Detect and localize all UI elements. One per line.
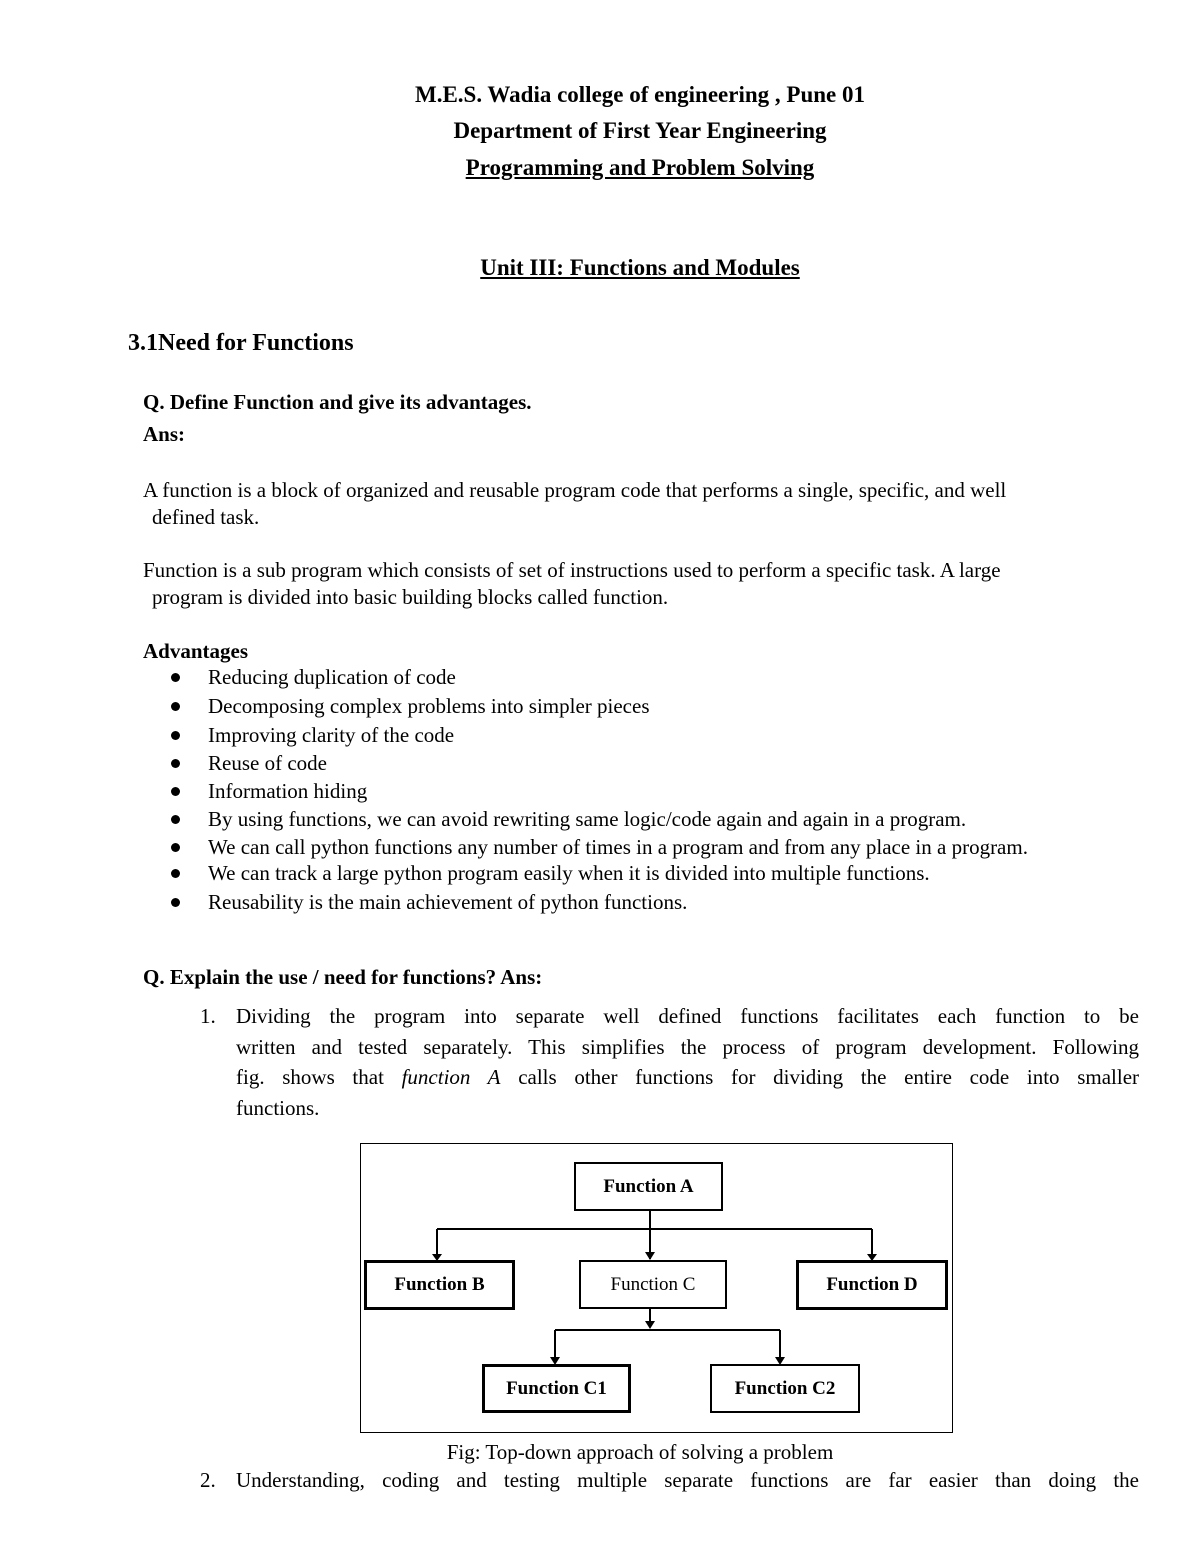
node-function-c: Function C [579, 1260, 727, 1309]
node-function-a: Function A [574, 1162, 723, 1211]
unit-title: Unit III: Functions and Modules [480, 255, 800, 280]
node-function-d: Function D [796, 1260, 948, 1310]
question-1: Q. Define Function and give its advantages. [143, 390, 532, 414]
answer-label: Ans: [143, 422, 186, 446]
list-item: Reuse of code [208, 751, 327, 775]
item-1-line-3-start: fig. shows that [236, 1065, 384, 1089]
list-item: By using functions, we can avoid rewriting same logic/code again and again in a program. [208, 807, 967, 831]
list-item: We can call python functions any number of times in a program and from any place in a program. [208, 835, 1028, 859]
list-item: Reusability is the main achievement of python functions. [208, 890, 688, 914]
description-line-1: Function is a sub program which consists of set of instructions used to perform a specific task. A large [143, 558, 1001, 582]
item-2-number: 2. [200, 1468, 216, 1492]
department-name: Department of First Year Engineering [453, 118, 827, 143]
list-item: Information hiding [208, 779, 368, 803]
definition-line-2: defined task. [152, 505, 260, 529]
question-2: Q. Explain the use / need for functions? Ans: [143, 965, 543, 989]
item-1-line-1: Dividing the program into separate well defined functions facilitates each function to be [236, 1004, 1139, 1028]
list-item: Decomposing complex problems into simpler pieces [208, 694, 650, 718]
item-1-line-4: functions. [236, 1096, 320, 1120]
node-function-c1: Function C1 [482, 1364, 631, 1413]
list-item: We can track a large python program easily when it is divided into multiple functions. [208, 861, 930, 885]
advantages-heading: Advantages [143, 639, 249, 663]
definition-line-1: A function is a block of organized and reusable program code that performs a single, specific, and well [143, 478, 1007, 502]
description-line-2: program is divided into basic building blocks called function. [152, 585, 669, 609]
node-function-b: Function B [364, 1260, 515, 1310]
section-heading: 3.1Need for Functions [128, 330, 354, 356]
college-name: M.E.S. Wadia college of engineering , Pune 01 [415, 82, 865, 107]
item-1-line-2: written and tested separately. This simplifies the process of program development. Following [236, 1035, 1139, 1059]
node-function-c2: Function C2 [710, 1364, 860, 1413]
course-title: Programming and Problem Solving [465, 155, 815, 180]
list-item: Improving clarity of the code [208, 723, 455, 747]
item-1-number: 1. [200, 1004, 216, 1028]
item-1-line-3-end: calls other functions for dividing the entire code into smaller [518, 1065, 1140, 1089]
item-2-line-1: Understanding, coding and testing multiple separate functions are far easier than doing the [236, 1468, 1139, 1492]
figure-caption: Fig: Top-down approach of solving a problem [446, 1440, 834, 1464]
item-1-emphasis: function A [401, 1065, 501, 1089]
list-item: Reducing duplication of code [208, 665, 456, 689]
